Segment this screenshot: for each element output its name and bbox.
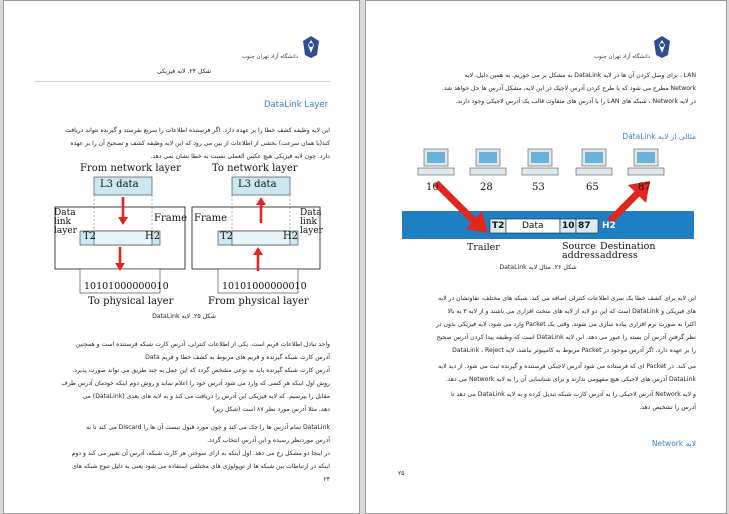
- body-line: را بر عهده دارد. اگر آدرس موجود در Packet مربوط به کامپیوتر نباشد، لایه DataLink ، Reject: [452, 347, 696, 354]
- computer-icon: [576, 149, 612, 175]
- host-address: 87: [638, 182, 651, 193]
- body-line: DataLink تمام آدرس ها را چک می کند و چون مورد قبول نیست آن ها را Discard می کند تا به: [86, 424, 330, 431]
- computer-icon: [522, 149, 558, 175]
- body-line: و لایه Network آدرس لاجیکی را به آدرس کارت شبکه تبدیل کرده و به لایه DataLink می دهد تا: [450, 391, 696, 398]
- body-line: آدرس موردنظر رسیده و این آدرس انتخاب گردد.: [207, 437, 330, 444]
- body-line: روش اول اینکه هر کسی که وارد می شود آدرس خود را اعلام نماید و روش دوم اینکه خودمان آدرس طرف: [61, 380, 330, 387]
- frame-label-left: Frame: [154, 213, 188, 224]
- body-line: مقابل را بپرسیم. که لایه فیزیکی این آدرس را دریافت می کند و به لایه های بعدی (DataLink) می: [82, 393, 330, 400]
- intro-line: در لایه Network ، شبکه های LAN را با آدرس های متفاوت قالب یک آدرس لاجیکی وجود دارند.: [455, 98, 696, 105]
- left-page: [3, 0, 360, 514]
- intro-line: این لایه وظیفه کشف خطا را بر عهده دارد. اگر فرستنده اطلاعات را سریع بفرستد و گیرنده نتواند دریافت: [65, 127, 330, 134]
- university-name: دانشگاه آزاد تهران جنوب: [241, 54, 298, 60]
- from-physical-label: From physical layer: [208, 296, 309, 307]
- t2-label-right: T2: [220, 231, 234, 242]
- frame-h2-label: H2: [602, 221, 616, 231]
- body-line: در اینجا دو مشکل رخ می دهد. اول اینکه به ازای سوختن هر کارت شبکه، آدرس آن تغییر می کند و دوم: [71, 450, 330, 457]
- intro-line: Network مطرح می شود که با طرح کردن آدرس لاجیک در این لایه، مشکل آدرس ها حل خواهد شد.: [441, 85, 696, 92]
- body-line: می کند. در Packet ای که فرستاده می شود آدرس لاجیکی فرستنده و گیرنده ثبت می شود. از دید لایه: [438, 363, 696, 370]
- computer-icon: [418, 149, 454, 175]
- bits-left: 10101000000010: [84, 281, 169, 292]
- frame-t2-label: T2: [492, 221, 505, 231]
- figure-24-caption: شکل ۲۴. لایه فیزیکی: [156, 68, 212, 75]
- arrow-up-icon: [256, 197, 266, 223]
- arrow-down-icon: [118, 197, 128, 225]
- page-number: ۲۵: [398, 470, 405, 477]
- t2-label-left: T2: [83, 231, 97, 242]
- source-address-label: Source address: [562, 241, 600, 261]
- figure-26-caption: شکل ۲۶. مثال لایه DataLink: [499, 264, 577, 271]
- l3-data-label-right: L3 data: [238, 179, 277, 190]
- frame-source-label: 10: [562, 221, 575, 231]
- frame-data-label: Data: [522, 221, 544, 231]
- host-address: 10: [426, 182, 439, 193]
- body-line: نظر گرفتن آدرس آن بسته را عبور می دهد. این لایه DataLink است که وظیفه پیدا کردن آدرس صحیح: [436, 334, 696, 341]
- trailer-label: Trailer: [467, 242, 500, 253]
- university-logo-icon: [301, 35, 321, 59]
- body-line: اکثرا به صورت نرم افزاری پیاده سازی می شوند. وقتی یک Packet وارد می شود، لایه فیزیکی بدون در: [435, 321, 696, 328]
- figure-25-caption: شکل ۲۵. لایه DataLink: [152, 313, 216, 320]
- host-address: 28: [480, 182, 493, 193]
- example-heading: مثالی از لایه DataLink: [622, 132, 696, 141]
- h2-label-right: H2: [283, 231, 299, 242]
- data-link-layer-label-left: Data link layer: [54, 208, 77, 236]
- body-line: آدرس را تشخیص دهد.: [639, 404, 696, 411]
- frame-dest-label: 87: [578, 221, 591, 231]
- network-heading: لایه Network: [651, 439, 696, 448]
- body-line: آدرس کارت شبکه گیرنده باید به نوعی مشخص گردد که این عمل به چند طریق می تواند صورت پذیرد.: [72, 367, 330, 374]
- arrow-up-icon: [253, 247, 263, 271]
- host-address: 65: [586, 182, 599, 193]
- l3-data-label-left: L3 data: [100, 179, 139, 190]
- data-link-layer-label-right: Data link layer: [300, 208, 323, 236]
- to-network-label: To network layer: [212, 163, 298, 174]
- h2-label-left: H2: [145, 231, 161, 242]
- bits-right: 10101000000010: [222, 281, 307, 292]
- frame-label-right: Frame: [194, 213, 228, 224]
- university-logo-icon: [652, 35, 672, 59]
- arrow-down-icon: [115, 247, 125, 271]
- header-divider: [34, 81, 330, 82]
- body-line: DataLink آدرس های لاجیکی هیچ مفهومی ندارند و برای شناسایی آن را به لایه Network می دهد.: [445, 376, 696, 383]
- computer-icon: [470, 149, 506, 175]
- university-name: دانشگاه آزاد تهران جنوب: [593, 54, 650, 60]
- body-line: واحد تبادل اطلاعات فریم است. یکی از اطلاعات کنترلی، آدرس کارت شبکه فرستنده است و همچنین: [75, 341, 330, 348]
- body-line: آدرس کارت شبکه گیرنده و فریم های مربوط به کشف خطا و فریم Data: [145, 354, 330, 361]
- computer-icon: [628, 149, 664, 175]
- body-line: های فیزیکی و DataLink است که این دو لایه از لایه های سخت افزاری می باشند و از لایه ۳ به بالا: [447, 308, 696, 315]
- intro-line: کند(یا همان سرعت) بخشی از اطلاعات از بین می رود که این لایه وظیفه کشف و تصحیح آن را بر عهده: [70, 140, 330, 147]
- body-line: اینکه در ارتباطات بین شبکه ها از توپولوژی های مختلفی استفاده می شود یعنی به دلیل تنوع شبکه های: [72, 463, 330, 470]
- section-heading: DataLink Layer: [264, 100, 329, 110]
- destination-address-label: Destination address: [600, 241, 656, 261]
- intro-line: دارد. چون لایه فیزیکی هیچ عکس العملی نسبت به خطا نشان نمی دهد.: [150, 153, 330, 160]
- page-number: ۲۴: [323, 476, 330, 483]
- host-address: 53: [532, 182, 545, 193]
- body-line: این لایه برای کشف خطا یک سری اطلاعات کنترلی اضافه می کند. شبکه های مختلف، تفاوتشان در لایه: [438, 295, 696, 302]
- body-line: دهد. مثلا آدرس مورد نظر ۸۷ است (شکل زیر): [212, 406, 330, 413]
- intro-line: LAN ، برای وصل کردن آن ها در لایه DataLink به مشکل بر می خوریم. به همین دلیل، لایه: [464, 72, 696, 79]
- to-physical-label: To physical layer: [88, 296, 174, 307]
- right-page: [365, 0, 727, 514]
- from-network-label: From network layer: [80, 163, 181, 174]
